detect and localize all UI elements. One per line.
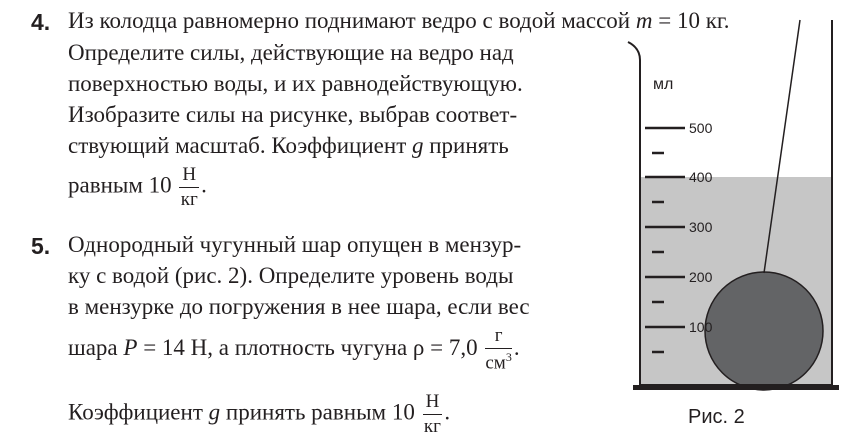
problem-5-text: Коэффициент bbox=[68, 399, 209, 425]
problem-4-text: ствующий масштаб. Коэффициент bbox=[68, 133, 412, 158]
g-symbol: g bbox=[208, 399, 221, 425]
period: . bbox=[444, 399, 451, 425]
problem-4-line-3: поверхностью воды, и их равнодействующую. bbox=[68, 71, 523, 96]
g-symbol: g bbox=[412, 133, 424, 158]
scale-label-300: 300 bbox=[689, 219, 713, 235]
mass-symbol: m bbox=[635, 8, 653, 33]
unit-numerator: г bbox=[485, 326, 511, 349]
period: . bbox=[513, 334, 520, 360]
problem-4-line-2: Определите силы, действующие на ведро над bbox=[68, 40, 514, 65]
unit-denominator: кг bbox=[180, 188, 198, 210]
unit-denominator-base: см bbox=[485, 352, 506, 374]
unit-denominator: кг bbox=[423, 415, 441, 437]
unit-exponent: 3 bbox=[505, 349, 512, 364]
unit-numerator: Н bbox=[423, 392, 443, 415]
cylinder-base bbox=[633, 385, 839, 390]
unit-label: мл bbox=[653, 76, 674, 93]
problem-4-text: Из колодца равномерно поднимают ведро с водой массой bbox=[68, 8, 636, 33]
figure-caption: Рис. 2 bbox=[688, 406, 745, 428]
problem-5-text: = 14 Н, а плотность чугуна ρ = 7,0 bbox=[137, 334, 478, 360]
problem-5-text: шара bbox=[68, 334, 124, 360]
cast-iron-ball bbox=[705, 272, 823, 390]
scale-label-200: 200 bbox=[689, 269, 713, 285]
scale-label-100: 100 bbox=[689, 319, 713, 335]
problem-4-text: принять bbox=[423, 133, 509, 158]
problem-4-text: равным 10 bbox=[68, 172, 172, 198]
weight-symbol: P bbox=[123, 334, 138, 360]
problem-5-line-1: Однородный чугунный шар опущен в мензур- bbox=[68, 232, 522, 257]
problem-5-text: принять равным 10 bbox=[220, 399, 415, 425]
problem-4-number: 4. bbox=[31, 9, 51, 35]
problem-4-line-4: Изобразите силы на рисунке, выбрав соответ- bbox=[68, 102, 518, 127]
scale-label-500: 500 bbox=[689, 120, 713, 136]
period: . bbox=[201, 172, 207, 198]
unit-numerator: Н bbox=[179, 165, 199, 188]
mass-value: = 10 кг. bbox=[652, 8, 730, 33]
problem-5-number: 5. bbox=[31, 233, 51, 259]
problem-5-line-2: ку с водой (рис. 2). Определите уровень воды bbox=[68, 263, 514, 288]
problem-5-line-3: в мензурке до погружения в нее шара, если вес bbox=[68, 294, 530, 319]
scale-label-400: 400 bbox=[689, 169, 713, 185]
